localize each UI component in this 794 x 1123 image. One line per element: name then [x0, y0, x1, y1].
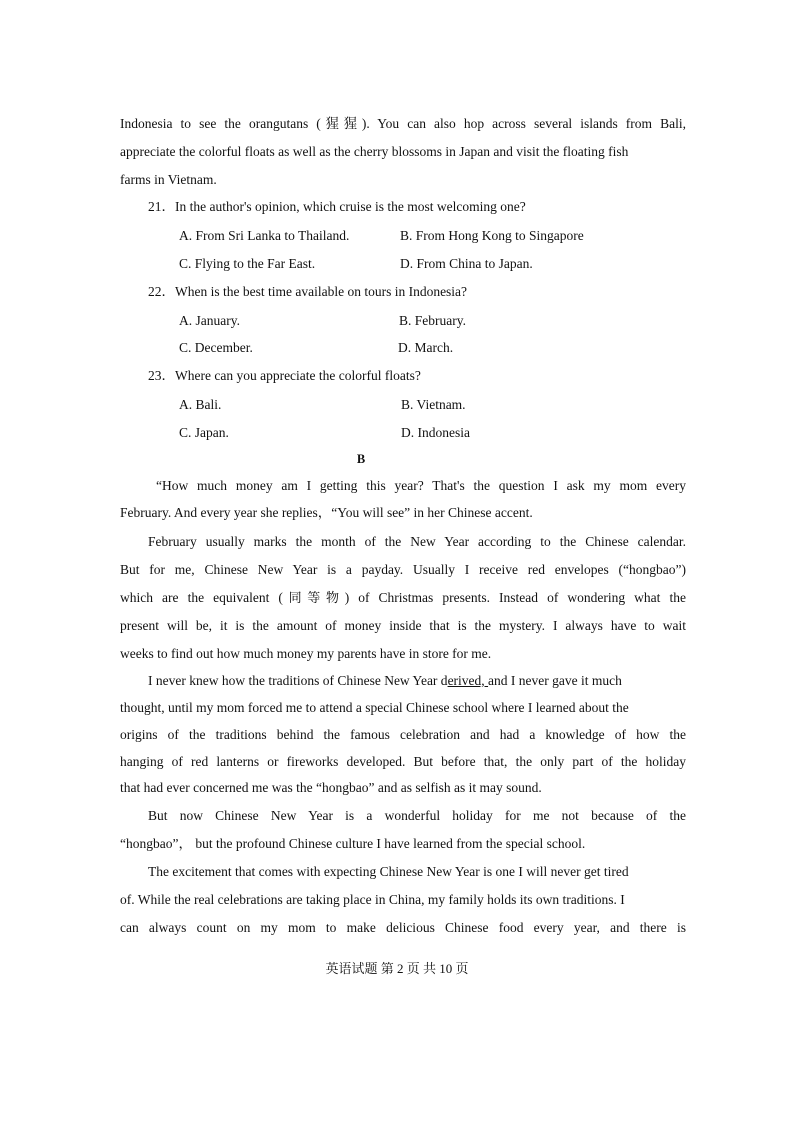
question-23-option-c: C. Japan.	[179, 425, 229, 440]
question-22-option-c: C. December.	[179, 340, 253, 355]
paragraph-line: can always count on my mom to make delicious Chinese food every year, and there is	[120, 920, 686, 935]
passage-line: farms in Vietnam.	[120, 172, 217, 187]
paragraph-line	[120, 589, 686, 608]
question-23-option-a: A. Bali.	[179, 397, 222, 412]
paragraph-line: of. While the real celebrations are taking place in China, my family holds its own traditions. I	[120, 892, 625, 907]
text-run: ) of Christmas presents. Instead of wondering what the	[344, 590, 686, 605]
paragraph-line	[148, 672, 686, 690]
question-21-option-a: A. From Sri Lanka to Thailand.	[179, 228, 350, 243]
text-run: I never knew how the traditions of Chinese New Year d	[148, 673, 448, 688]
question-23-option-b: B. Vietnam.	[401, 397, 466, 412]
section-b-heading: B	[356, 452, 366, 466]
paragraph-line: The excitement that comes with expecting Chinese New Year is one I will never get tired	[148, 864, 629, 879]
paragraph-line: hanging of red lanterns or fireworks developed. But before that, the only part of the holiday	[120, 754, 686, 769]
paragraph-line: “How much money am I getting this year? That's the question I ask my mom every	[156, 478, 686, 493]
paragraph-line: February. And every year she replies，“You will see” in her Chinese accent.	[120, 505, 533, 520]
question-23-option-d: D. Indonesia	[401, 425, 470, 440]
text-run: and I never gave it much	[488, 673, 622, 688]
question-22-stem: 22．When is the best time available on tours in Indonesia?	[148, 284, 468, 299]
page-footer: 英语试题 第 2 页 共 10 页	[325, 961, 469, 976]
passage-line: Indonesia to see the orangutans (猩猩). You can also hop across several islands from Bali,	[120, 116, 686, 131]
question-23-stem: 23．Where can you appreciate the colorful floats?	[148, 368, 421, 383]
paragraph-line: But for me, Chinese New Year is a payday. Usually I receive red envelopes (“hongbao”)	[120, 562, 686, 577]
paragraph-line: weeks to find out how much money my parents have in store for me.	[120, 646, 492, 661]
underlined-word: erived,	[447, 673, 489, 688]
paragraph-line: thought, until my mom forced me to attend a special Chinese school where I learned about the	[120, 700, 629, 715]
passage-line: appreciate the colorful floats as well as the cherry blossoms in Japan and visit the floating fish	[120, 144, 629, 159]
question-21-stem: 21．In the author's opinion, which cruise is the most welcoming one?	[148, 199, 526, 214]
question-21-option-c: C. Flying to the Far East.	[179, 256, 316, 271]
question-21-option-d: D. From China to Japan.	[400, 256, 533, 271]
paragraph-line: present will be, it is the amount of money inside that is the mystery. I always have to wait	[120, 618, 686, 633]
paragraph-line: February usually marks the month of the New Year according to the Chinese calendar.	[148, 534, 686, 549]
chinese-gloss: 同等物	[282, 591, 345, 606]
question-22-option-d: D. March.	[398, 340, 454, 355]
text-run: which are the equivalent (	[120, 590, 283, 605]
paragraph-line: origins of the traditions behind the famous celebration and had a knowledge of how the	[120, 727, 686, 742]
question-22-option-b: B. February.	[399, 313, 466, 328]
paragraph-line: “hongbao”， but the profound Chinese culture I have learned from the special school.	[120, 836, 586, 851]
paragraph-line: that had ever concerned me was the “hongbao” and as selfish as it may sound.	[120, 780, 542, 795]
question-22-option-a: A. January.	[179, 313, 240, 328]
paragraph-line: But now Chinese New Year is a wonderful holiday for me not because of the	[148, 808, 686, 823]
question-21-option-b: B. From Hong Kong to Singapore	[400, 228, 584, 243]
